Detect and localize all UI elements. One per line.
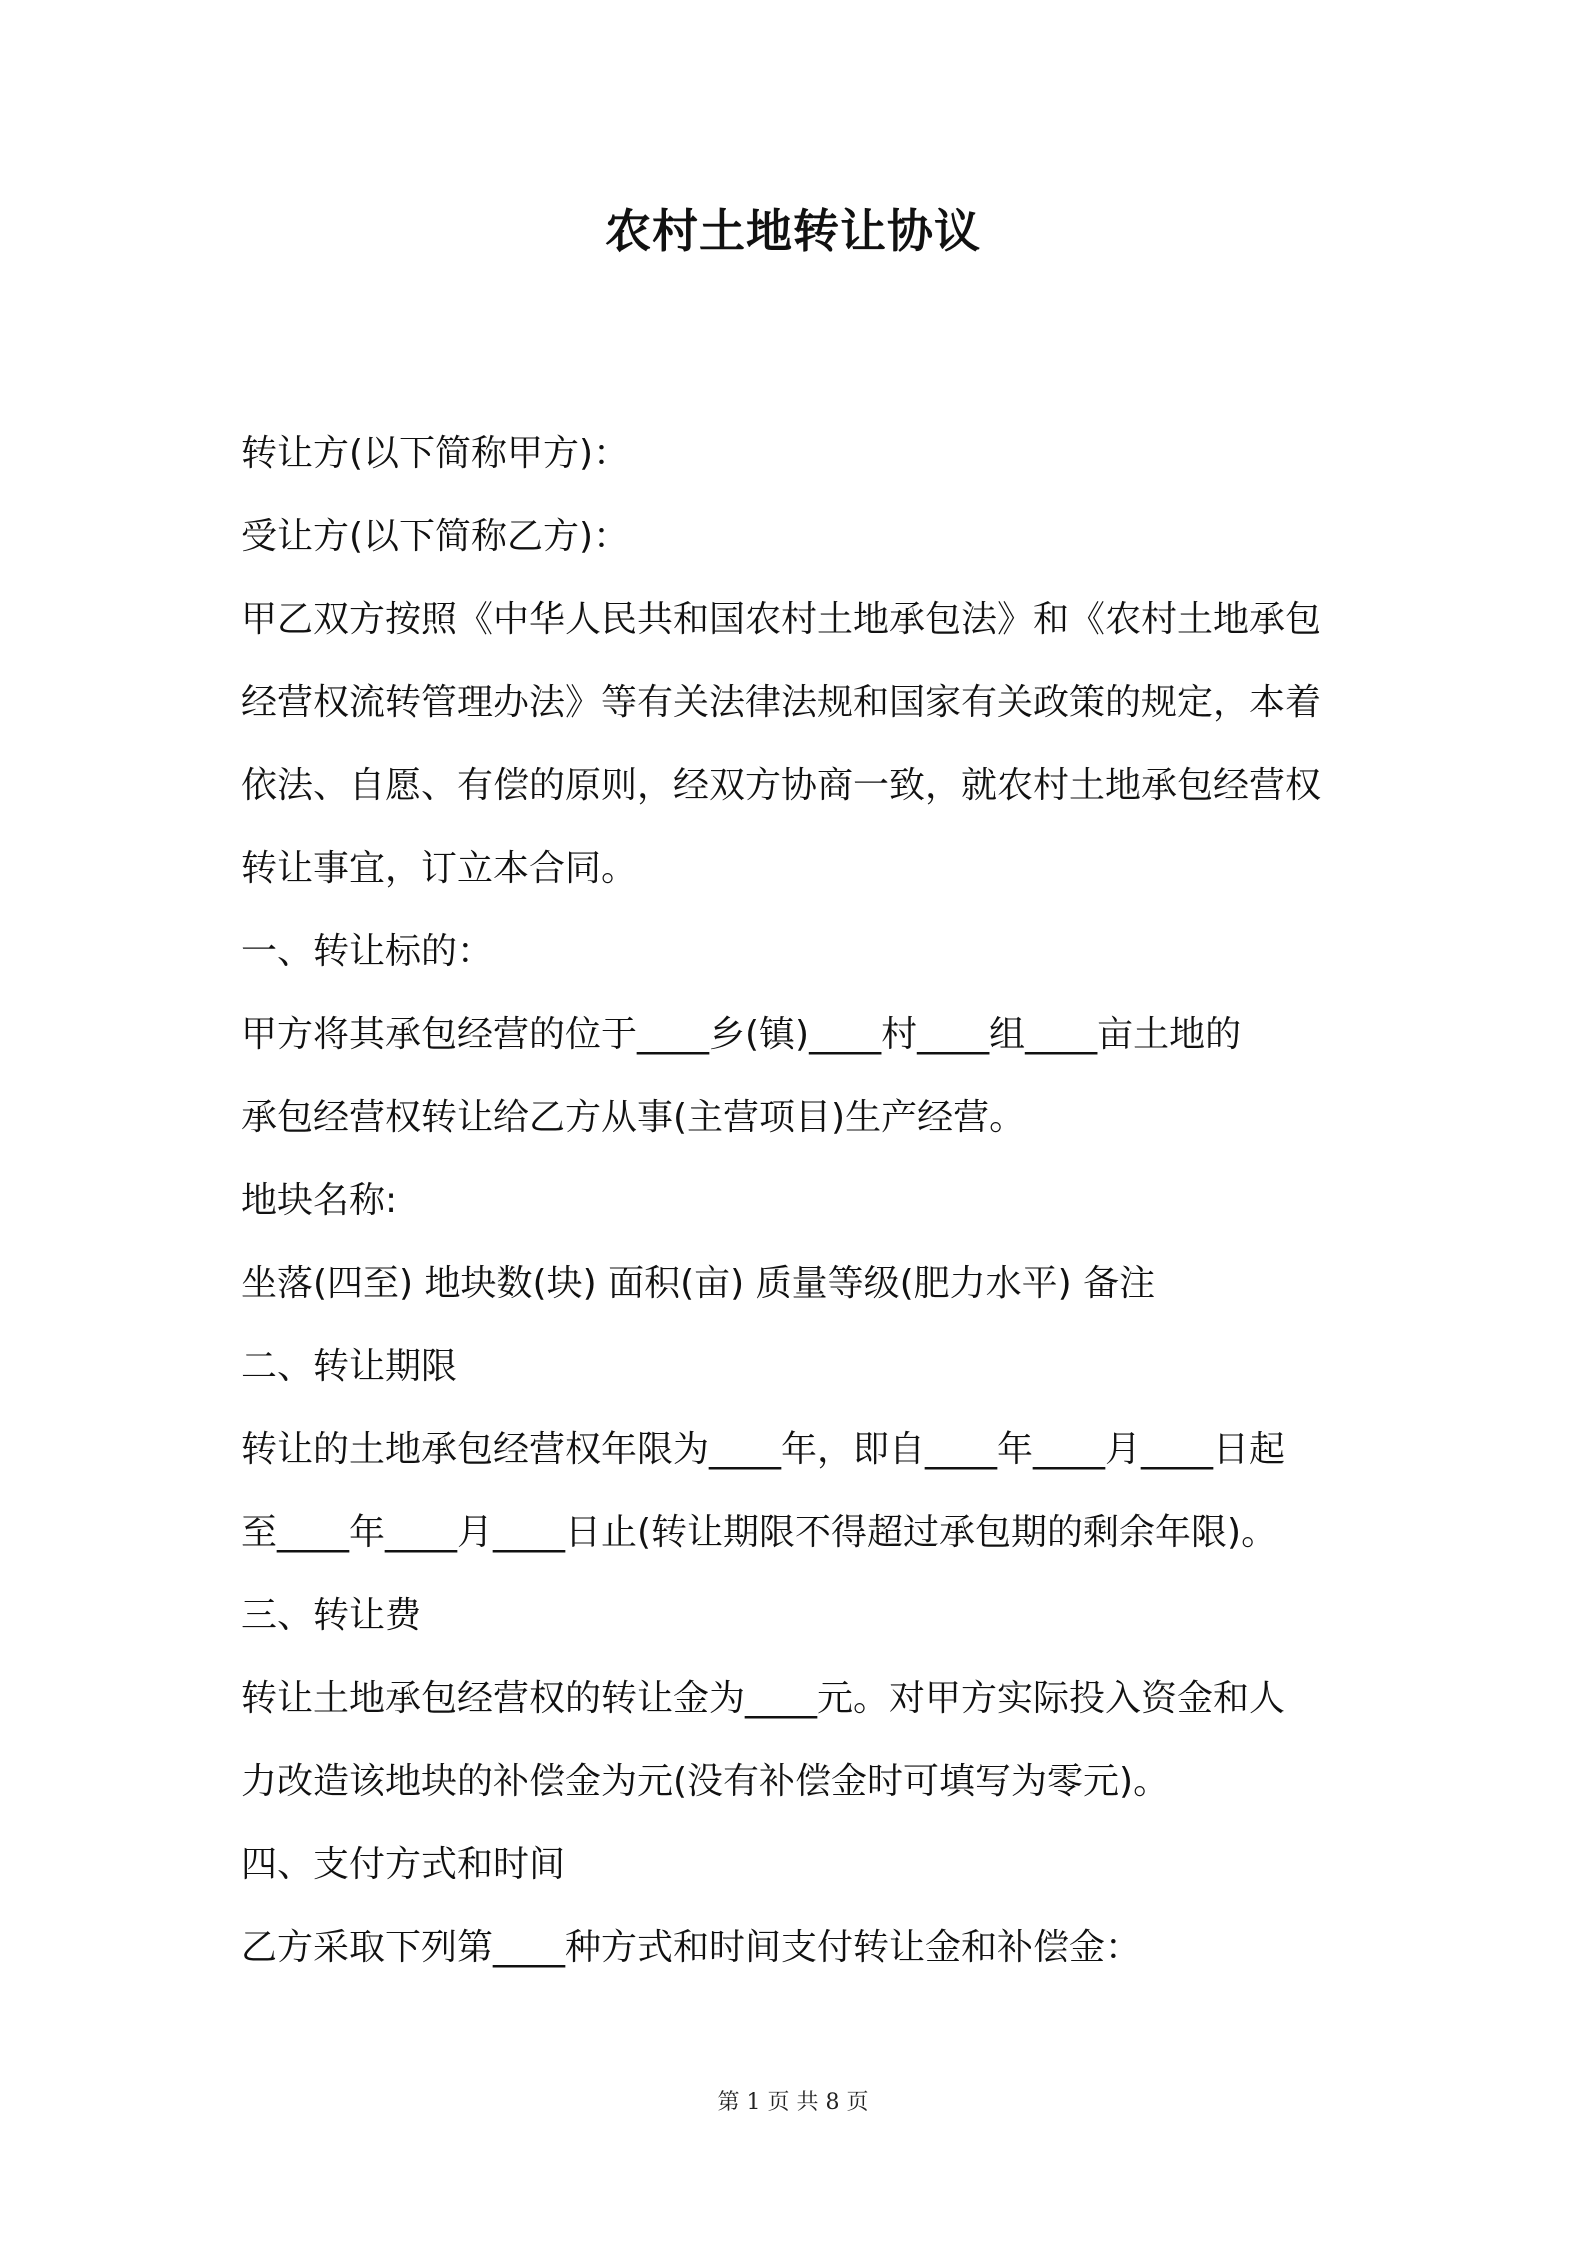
section-heading-4: 四、支付方式和时间 bbox=[241, 1844, 566, 1885]
section-4-line-1: 乙方采取下列第____种方式和时间支付转让金和补偿金： bbox=[241, 1927, 1142, 1968]
section-heading-3: 三、转让费 bbox=[241, 1595, 422, 1636]
preamble-line-1: 甲乙双方按照《中华人民共和国农村土地承包法》和《农村土地承包 bbox=[241, 599, 1322, 640]
party-b-line: 受让方(以下简称乙方)： bbox=[241, 516, 630, 557]
plot-fields-line: 坐落(四至) 地块数(块) 面积(亩) 质量等级(肥力水平) 备注 bbox=[241, 1263, 1156, 1304]
party-a-line: 转让方(以下简称甲方)： bbox=[241, 433, 630, 474]
section-2-line-2: 至____年____月____日止(转让期限不得超过承包期的剩余年限)。 bbox=[241, 1512, 1278, 1553]
document-body bbox=[241, 412, 1366, 1989]
preamble-line-2: 经营权流转管理办法》等有关法律法规和国家有关政策的规定，本着 bbox=[241, 682, 1322, 723]
section-1-line-2: 承包经营权转让给乙方从事(主营项目)生产经营。 bbox=[241, 1097, 1026, 1138]
section-3-line-1: 转让土地承包经营权的转让金为____元。对甲方实际投入资金和人 bbox=[241, 1678, 1286, 1719]
page-number-footer: 第 1 页 共 8 页 bbox=[717, 2090, 869, 2115]
section-heading-1: 一、转让标的： bbox=[241, 931, 494, 972]
plot-name-label: 地块名称: bbox=[241, 1180, 398, 1221]
document-title: 农村土地转让协议 bbox=[605, 204, 981, 258]
section-3-line-2: 力改造该地块的补偿金为元(没有补偿金时可填写为零元)。 bbox=[241, 1761, 1170, 1802]
section-heading-2: 二、转让期限 bbox=[241, 1346, 458, 1387]
preamble-line-3: 依法、自愿、有偿的原则，经双方协商一致，就农村土地承包经营权 bbox=[241, 765, 1322, 806]
section-1-line-1: 甲方将其承包经营的位于____乡(镇)____村____组____亩土地的 bbox=[241, 1014, 1242, 1055]
section-2-line-1: 转让的土地承包经营权年限为____年，即自____年____月____日起 bbox=[241, 1429, 1286, 1470]
preamble-line-4: 转让事宜，订立本合同。 bbox=[241, 848, 638, 889]
